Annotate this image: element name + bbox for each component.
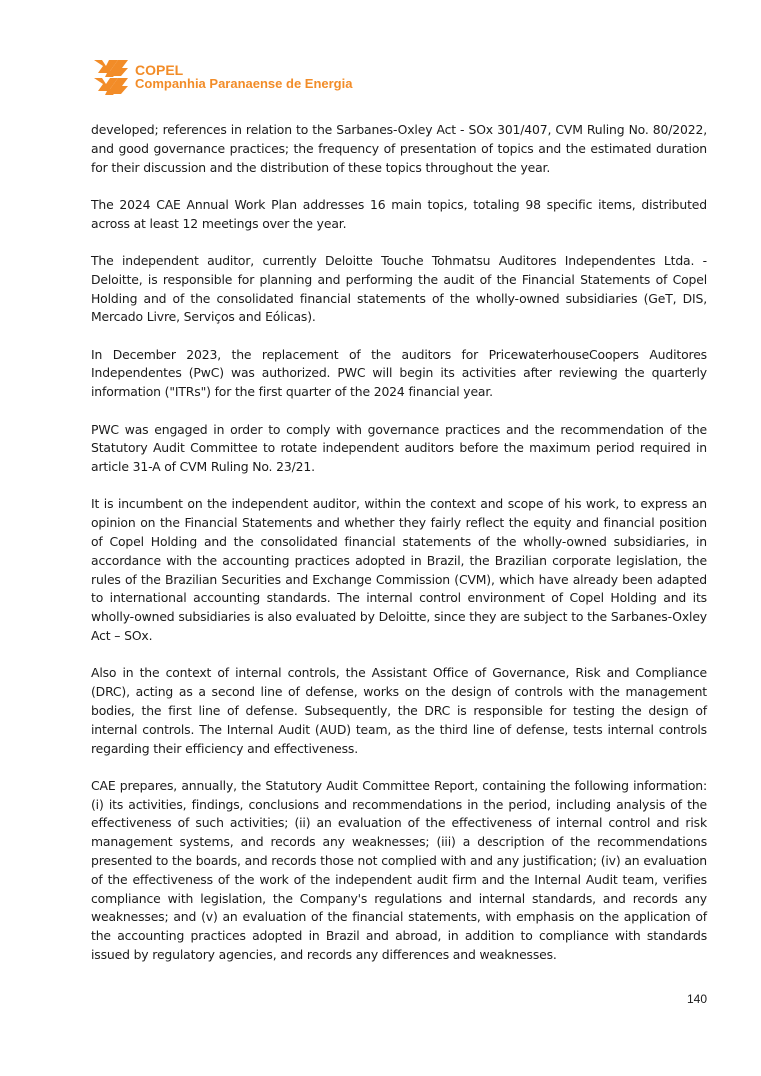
brand-name: COPEL [135, 62, 184, 78]
paragraph: In December 2023, the replacement of the auditors for PricewaterhouseCoopers Auditores Independentes (PwC) was authorized. PWC will begin its activities after reviewing the quarterly information ("ITRs") for the first quarter of the 2024 financial year. [91, 346, 707, 400]
page-header [93, 59, 352, 95]
logo-text [135, 63, 352, 91]
paragraph: The 2024 CAE Annual Work Plan addresses 16 main topics, totaling 98 specific items, distributed across at least 12 meetings over the year. [91, 196, 707, 231]
paragraph: The independent auditor, currently Deloitte Touche Tohmatsu Auditores Independentes Ltda. - Deloitte, is responsible for planning and performing the audit of the Financial Statements of Copel Holding and of the consolidated financial statements of the wholly-owned subsidiaries (GeT, DIS, Mercado Livre, Serviços and Eólicas). [91, 252, 707, 325]
page-number: 140 [686, 992, 707, 1006]
company-name: Companhia Paranaense de Energia [135, 76, 353, 91]
copel-logo-icon [93, 59, 129, 95]
paragraph: Also in the context of internal controls, the Assistant Office of Governance, Risk and Compliance (DRC), acting as a second line of defense, works on the design of controls with the management bodies, the first line of defense. Subsequently, the DRC is responsible for testing the design of internal controls. The Internal Audit (AUD) team, as the third line of defense, tests internal controls regarding their efficiency and effectiveness. [91, 665, 707, 756]
document-body [91, 121, 707, 983]
paragraph: CAE prepares, annually, the Statutory Audit Committee Report, containing the following information: (i) its activities, findings, conclusions and recommendations in the period, including analysis of the effectiveness of such activities; (ii) an evaluation of the effectiveness of internal control and risk management systems, and records any weaknesses; (iii) a description of the recommendations presented to the boards, and records those not complied with and any justification; (iv) an evaluation of the effectiveness of the work of the independent audit firm and the Internal Audit team, verifies compliance with legislation, the Company's regulations and internal standards, and records any weaknesses; and (v) an evaluation of the financial statements, with emphasis on the application of the accounting practices adopted in Brazil and abroad, in addition to compliance with standards issued by regulatory agencies, and records any differences and weaknesses. [91, 777, 707, 962]
paragraph: It is incumbent on the independent auditor, within the context and scope of his work, to express an opinion on the Financial Statements and whether they fairly reflect the equity and financial position of Copel Holding and the consolidated financial statements of the wholly-owned subsidiaries, in accordance with the accounting practices adopted in Brazil, the Brazilian corporate legislation, the rules of the Brazilian Securities and Exchange Commission (CVM), which have already been adapted to international accounting standards. The internal control environment of Copel Holding and its wholly-owned subsidiaries is also evaluated by Deloitte, since they are subject to the Sarbanes-Oxley Act – SOx. [91, 496, 707, 644]
paragraph: developed; references in relation to the Sarbanes-Oxley Act - SOx 301/407, CVM Ruling No. 80/2022, and good governance practices; the frequency of presentation of topics and the estimated duration for their discussion and the distribution of these topics throughout the year. [91, 122, 707, 175]
paragraph: PWC was engaged in order to comply with governance practices and the recommendation of the Statutory Audit Committee to rotate independent auditors before the maximum period required in article 31-A of CVM Ruling No. 23/21. [91, 421, 707, 475]
